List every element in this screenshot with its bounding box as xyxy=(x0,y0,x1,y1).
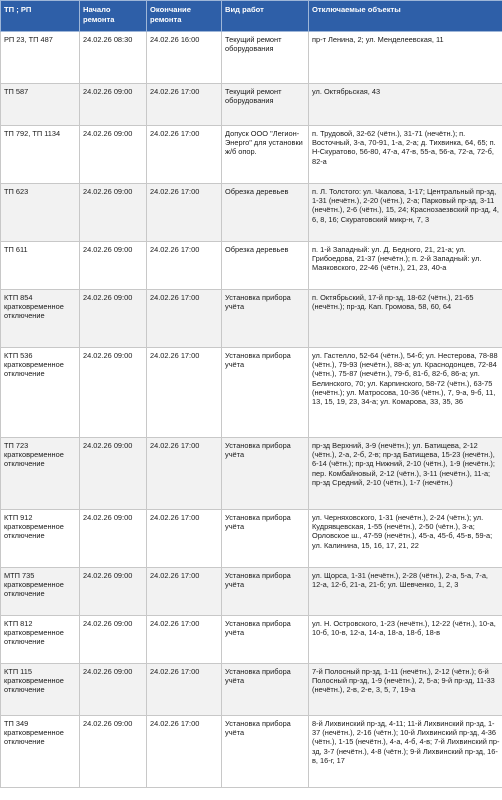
header-start: Начало ремонта xyxy=(80,1,147,32)
cell-end: 24.02.26 17:00 xyxy=(147,290,222,348)
cell-tp: ТП 349 кратковременное отключение xyxy=(1,716,80,788)
cell-work: Текущий ремонт оборудования xyxy=(222,32,309,84)
table-row xyxy=(1,616,502,664)
cell-start: 24.02.26 09:00 xyxy=(80,126,147,184)
table-row xyxy=(1,716,502,788)
header-objects: Отключаемые объекты xyxy=(309,1,502,32)
cell-work: Установка прибора учёта xyxy=(222,616,309,664)
header-end: Окончание ремонта xyxy=(147,1,222,32)
cell-tp: КТП 812 кратковременное отключение xyxy=(1,616,80,664)
table-row xyxy=(1,664,502,716)
cell-objects: ул. Н. Островского, 1-23 (нечётн.), 12-22 (чётн.), 10-а, 10-б, 10-в, 12-а, 14-а, 18-а, 18-б, 18-в xyxy=(309,616,502,664)
cell-work: Текущий ремонт оборудования xyxy=(222,84,309,126)
cell-end: 24.02.26 17:00 xyxy=(147,242,222,290)
cell-work: Установка прибора учёта xyxy=(222,716,309,788)
cell-start: 24.02.26 09:00 xyxy=(80,568,147,616)
table-row xyxy=(1,184,502,242)
cell-tp: КТП 115 кратковременное отключение xyxy=(1,664,80,716)
cell-end: 24.02.26 17:00 xyxy=(147,84,222,126)
cell-start: 24.02.26 08:30 xyxy=(80,32,147,84)
cell-work: Установка прибора учёта xyxy=(222,290,309,348)
cell-tp: ТП 792, ТП 1134 xyxy=(1,126,80,184)
table-row xyxy=(1,126,502,184)
table-row xyxy=(1,84,502,126)
cell-objects: 7-й Полосный пр-зд, 1-11 (нечётн.), 2-12 (чётн.); 6-й Полосный пр-зд, 1-9 (нечётн.), 2, 5-а; 9-й пр-зд, 11-33 (нечётн.), 2-в, 2-е, 3, 5, 7, 19-а xyxy=(309,664,502,716)
table-row xyxy=(1,568,502,616)
cell-objects: п. Л. Толстого: ул. Чкалова, 1-17; Центральный пр-зд, 1-31 (нечётн.), 2-20 (чётн.), 2-а; Парковый пр-зд, 3-11 (нечётн.), 2-6 (чётн.), 15, 24; Краснозаезвский пр-зд, 4, 6, 8, 16; Скуратовский микр-н, 7, 3 xyxy=(309,184,502,242)
header-tp: ТП ; РП xyxy=(1,1,80,32)
cell-work: Установка прибора учёта xyxy=(222,568,309,616)
cell-end: 24.02.26 17:00 xyxy=(147,126,222,184)
cell-tp: КТП 854 кратковременное отключение xyxy=(1,290,80,348)
cell-start: 24.02.26 09:00 xyxy=(80,84,147,126)
cell-end: 24.02.26 17:00 xyxy=(147,510,222,568)
cell-start: 24.02.26 09:00 xyxy=(80,184,147,242)
cell-tp: ТП 587 xyxy=(1,84,80,126)
cell-objects: п. 1-й Западный: ул. Д. Бедного, 21, 21-а; ул. Грибоедова, 21-37 (нечётн.); п. 2-й Западный: ул. Маяковского, 22-46 (чётн.), 21, 23, 40-а xyxy=(309,242,502,290)
cell-start: 24.02.26 09:00 xyxy=(80,510,147,568)
cell-end: 24.02.26 17:00 xyxy=(147,438,222,510)
table-row xyxy=(1,438,502,510)
header-work: Вид работ xyxy=(222,1,309,32)
cell-tp: КТП 536 кратковременное отключение xyxy=(1,348,80,438)
table-row xyxy=(1,290,502,348)
cell-end: 24.02.26 17:00 xyxy=(147,616,222,664)
cell-start: 24.02.26 09:00 xyxy=(80,664,147,716)
cell-objects: ул. Черняховского, 1-31 (нечётн.), 2-24 (чётн.); ул. Кудрявцевская, 1-55 (нечётн.), 2-50 (чётн.), 3-а; Орловское ш., 47-59 (нечётн.), 45-а, 45-б, 45-в, 59-а; ул. Калинина, 15, 16, 17, 21, 22 xyxy=(309,510,502,568)
cell-objects: п. Октябрьский, 17-й пр-зд, 18-62 (чётн.), 21-65 (нечётн.); пр-зд. Кап. Громова, 58, 60, 64 xyxy=(309,290,502,348)
cell-tp: МТП 735 кратковременное отключение xyxy=(1,568,80,616)
cell-start: 24.02.26 09:00 xyxy=(80,290,147,348)
table-row xyxy=(1,242,502,290)
cell-end: 24.02.26 17:00 xyxy=(147,184,222,242)
cell-objects: 8-й Лихвинский пр-зд, 4-11; 11-й Лихвинский пр-зд, 1-37 (нечётн.), 2-16 (чётн.); 10-й Лихвинский пр-зд, 4-36 (чётн.), 1-15 (нечётн.), 4-а, 4-б, 4-в; 7-й Лихвинский пр-зд, 3-7 (нечётн.), 4-8 (чётн.); 9-й Лихвинский пр-зд, 16-в, 16-г, 17 xyxy=(309,716,502,788)
cell-objects: ул. Октябрьская, 43 xyxy=(309,84,502,126)
table-row xyxy=(1,348,502,438)
cell-tp: ТП 723 кратковременное отключение xyxy=(1,438,80,510)
cell-work: Установка прибора учёта xyxy=(222,348,309,438)
cell-tp: РП 23, ТП 487 xyxy=(1,32,80,84)
cell-end: 24.02.26 17:00 xyxy=(147,568,222,616)
cell-objects: п. Трудовой, 32-62 (чётн.), 31-71 (нечётн.); п. Восточный, 3-а, 70-91, 1-а, 2-а; д. Тихвинка, 64, 65; п. Н-Скуратово, 56-80, 47-а, 47-в, 55-а, 56-а, 72-а, 72-б, 82-а xyxy=(309,126,502,184)
cell-work: Обрезка деревьев xyxy=(222,184,309,242)
cell-work: Допуск ООО "Легион-Энерго" для установки ж/б опор. xyxy=(222,126,309,184)
cell-work: Установка прибора учёта xyxy=(222,438,309,510)
table-header-row xyxy=(1,1,502,32)
cell-end: 24.02.26 17:00 xyxy=(147,348,222,438)
cell-tp: КТП 912 кратковременное отключение xyxy=(1,510,80,568)
cell-end: 24.02.26 17:00 xyxy=(147,716,222,788)
table-row xyxy=(1,510,502,568)
cell-objects: ул. Щорса, 1-31 (нечётн.), 2-28 (чётн.), 2-а, 5-а, 7-а, 12-а, 12-б, 21-а, 21-б; ул. Шевченко, 1, 2, 3 xyxy=(309,568,502,616)
cell-tp: ТП 611 xyxy=(1,242,80,290)
cell-start: 24.02.26 09:00 xyxy=(80,348,147,438)
cell-objects: пр-зд Верхний, 3-9 (нечётн.); ул. Батищева, 2-12 (чётн.), 2-а, 2-б, 2-в; пр-зд Батищева, 15-23 (нечётн.), 6-14 (чётн.); пр-зд Нижний, 2-10 (чётн.), 1-9 (нечётн.); пер. Комбайновый, 2-12 (чётн.), 3-11 (нечётн.), 11-а; пр-зд Средний, 2-10 (чётн.), 1-7 (нечётн.) xyxy=(309,438,502,510)
cell-objects: ул. Гастелло, 52-64 (чётн.), 54-б; ул. Нестерова, 78-88 (чётн.), 79-93 (нечётн.), 88-а; ул. Краснодонцев, 72-84 (чётн.), 75-87 (нечётн.), 79-б, 81-б, 82-б, 86-а; ул. Белинского, 70; ул. Карпинского, 58-72 (чётн.), 63-75 (нечётн.); ул. Матросова, 10-36 (чётн.), 7, 9-а, 9-б, 11, 13, 15, 19, 23, 34-а; ул. Комарова, 33, 35, 36 xyxy=(309,348,502,438)
cell-work: Установка прибора учёта xyxy=(222,664,309,716)
cell-start: 24.02.26 09:00 xyxy=(80,716,147,788)
cell-work: Обрезка деревьев xyxy=(222,242,309,290)
cell-end: 24.02.26 17:00 xyxy=(147,664,222,716)
cell-start: 24.02.26 09:00 xyxy=(80,616,147,664)
cell-start: 24.02.26 09:00 xyxy=(80,438,147,510)
table-row xyxy=(1,32,502,84)
cell-work: Установка прибора учёта xyxy=(222,510,309,568)
cell-start: 24.02.26 09:00 xyxy=(80,242,147,290)
cell-tp: ТП 623 xyxy=(1,184,80,242)
cell-objects: пр-т Ленина, 2; ул. Менделеевская, 11 xyxy=(309,32,502,84)
cell-end: 24.02.26 16:00 xyxy=(147,32,222,84)
